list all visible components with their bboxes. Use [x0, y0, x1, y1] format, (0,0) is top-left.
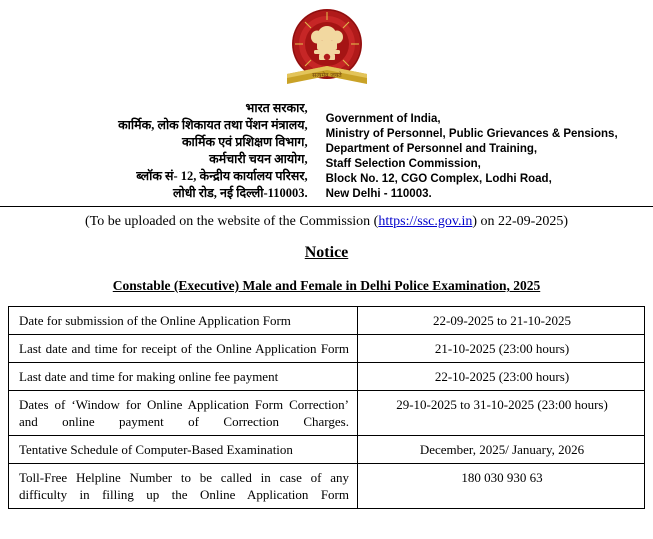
- emblem-container: [0, 0, 653, 96]
- header-hindi-block: [0, 100, 318, 202]
- row-label: Last date and time for making online fee payment: [9, 363, 358, 391]
- row-value: 22-09-2025 to 21-10-2025: [358, 307, 645, 335]
- row-label: Tentative Schedule of Computer-Based Examination: [9, 436, 358, 464]
- row-value: 180 030 930 63: [358, 464, 645, 509]
- table-row: [9, 363, 645, 391]
- header-english-block: [318, 100, 653, 202]
- header-english-line-3: Department of Personnel and Training,: [325, 143, 538, 155]
- header-english-line-1: Government of India,: [325, 113, 441, 125]
- row-value: 21-10-2025 (23:00 hours): [358, 335, 645, 363]
- national-emblem-icon: [273, 4, 381, 96]
- upload-prefix-text: (To be uploaded on the website of the Commission (: [84, 214, 379, 229]
- row-value: 29-10-2025 to 31-10-2025 (23:00 hours): [358, 391, 645, 436]
- header-hindi-line-6: लोधी रोड, नई दिल्ली-110003.: [173, 186, 308, 200]
- table-row: [9, 436, 645, 464]
- header-english-line-2: Ministry of Personnel, Public Grievances & Pensions,: [325, 128, 618, 140]
- row-label: Date for submission of the Online Application Form: [9, 307, 358, 335]
- table-row: [9, 335, 645, 363]
- row-value: December, 2025/ January, 2026: [358, 436, 645, 464]
- bilingual-header: [0, 98, 653, 202]
- ssc-website-link[interactable]: https://ssc.gov.in: [378, 214, 473, 229]
- header-hindi-line-5: ब्लॉक सं- 12, केन्द्रीय कार्यालय परिसर,: [136, 169, 308, 183]
- table-row: [9, 464, 645, 509]
- schedule-table: [8, 306, 645, 509]
- row-label: Toll-Free Helpline Number to be called in case of any difficulty in filling up the Online Application Form: [9, 464, 358, 509]
- header-hindi-line-1: भारत सरकार,: [245, 101, 308, 115]
- row-value: 22-10-2025 (23:00 hours): [358, 363, 645, 391]
- header-hindi-line-2: कार्मिक, लोक शिकायत तथा पेंशन मंत्रालय,: [118, 118, 308, 132]
- row-label: Last date and time for receipt of the Online Application Form: [9, 335, 358, 363]
- header-divider: [0, 206, 653, 207]
- examination-title: Constable (Executive) Male and Female in Delhi Police Examination, 2025: [112, 278, 541, 293]
- header-english-line-4: Staff Selection Commission,: [325, 158, 481, 170]
- table-row: [9, 307, 645, 335]
- header-english-line-5: Block No. 12, CGO Complex, Lodhi Road,: [325, 173, 552, 185]
- notice-heading: Notice: [304, 244, 349, 261]
- upload-suffix-text: ) on 22-09-2025): [472, 214, 568, 229]
- upload-notice-line: [0, 214, 653, 230]
- table-row: [9, 391, 645, 436]
- header-hindi-line-3: कार्मिक एवं प्रशिक्षण विभाग,: [181, 135, 308, 149]
- header-hindi-line-4: कर्मचारी चयन आयोग,: [209, 152, 308, 166]
- header-english-line-6: New Delhi - 110003.: [325, 188, 432, 200]
- svg-text:सत्यमेव जयते: सत्यमेव जयते: [311, 72, 342, 79]
- row-label: Dates of ‘Window for Online Application Form Correction’ and online payment of Correction Charges.: [9, 391, 358, 436]
